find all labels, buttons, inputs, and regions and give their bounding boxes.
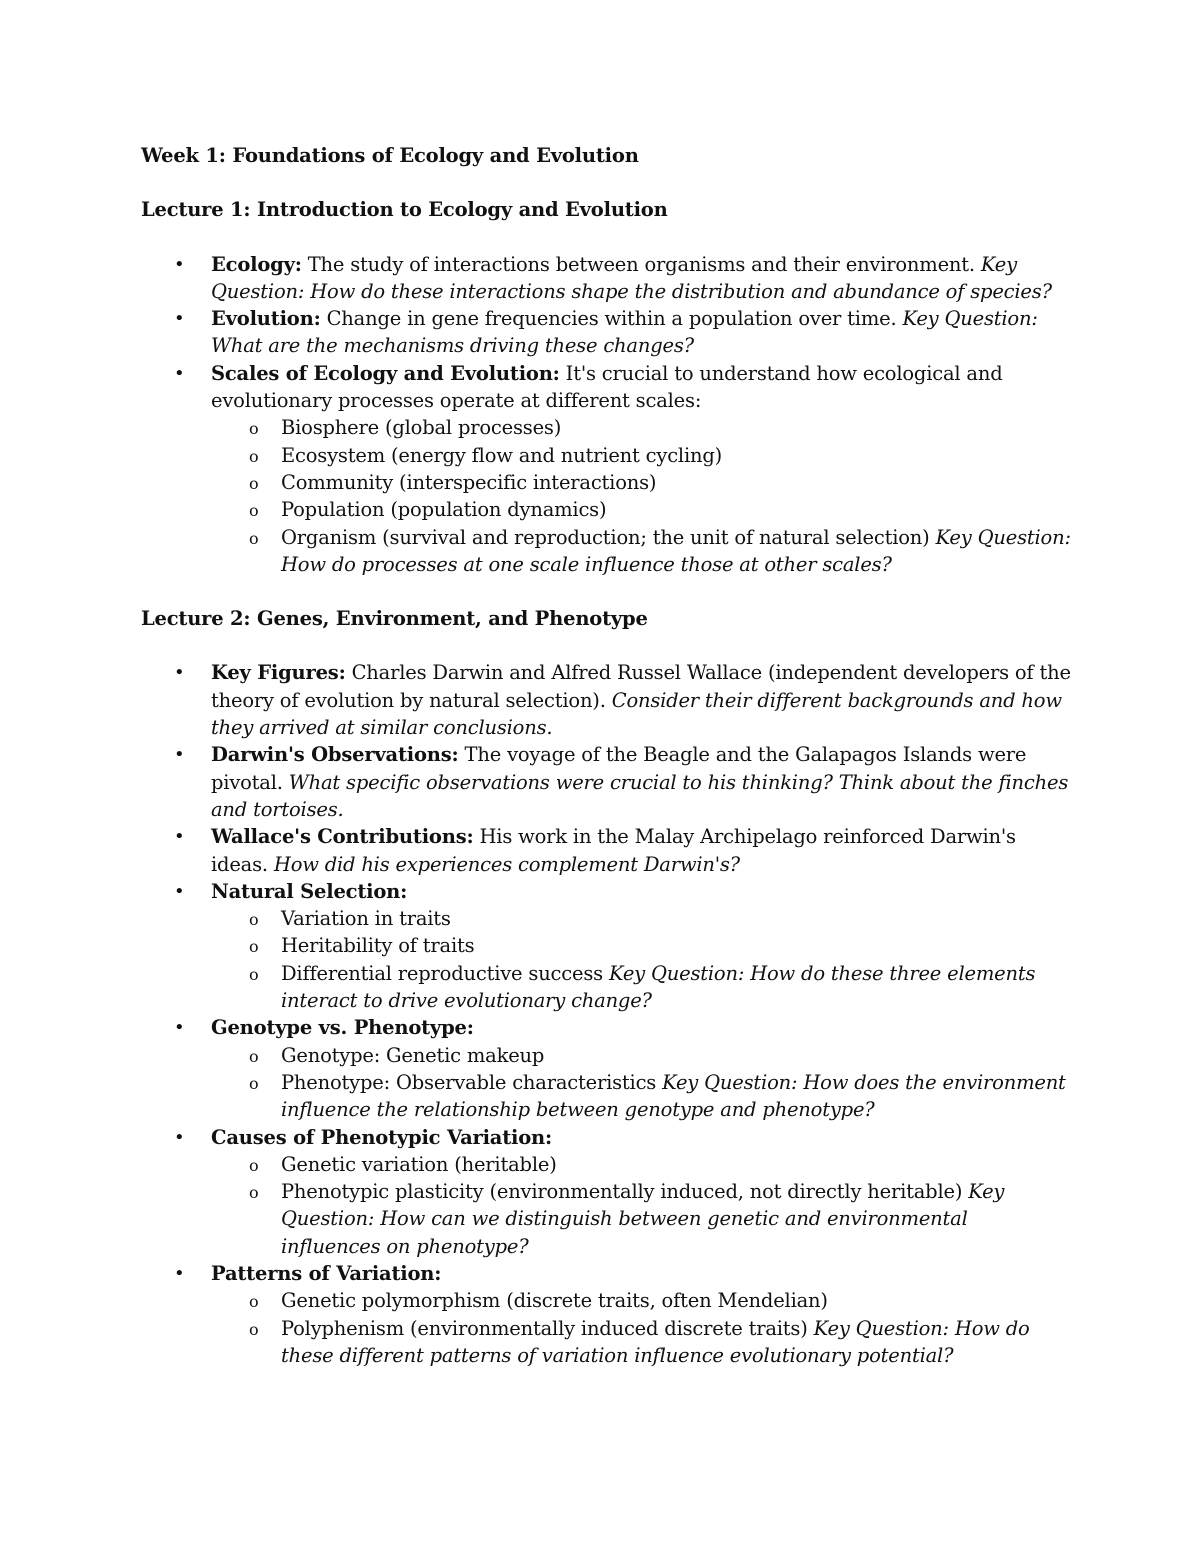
- bullet-marker: •: [174, 362, 185, 384]
- sub-item: [211, 1042, 1071, 1069]
- list-item: [141, 741, 1071, 823]
- sub-marker: o: [249, 446, 259, 466]
- sub-text: Phenotypic plasticity (environmentally induced, not directly heritable): [281, 1180, 969, 1204]
- sub-item: [211, 469, 1071, 496]
- list-item: [141, 823, 1071, 878]
- sub-text: Variation in traits: [281, 907, 451, 931]
- list-item: [141, 1124, 1071, 1260]
- lecture-1-list: [141, 251, 1071, 579]
- sub-marker: o: [249, 1319, 259, 1339]
- key-question: Consider their different backgrounds and how they arrived at similar conclusions.: [211, 688, 1062, 740]
- scales-sublist: [211, 414, 1071, 578]
- term: Darwin's Observations:: [211, 743, 459, 767]
- list-item: [141, 1014, 1071, 1123]
- document-content: [141, 142, 1071, 1396]
- sub-marker: o: [249, 1046, 259, 1066]
- sub-item: [211, 496, 1071, 523]
- sub-text: Polyphenism (environmentally induced discrete traits): [281, 1316, 814, 1340]
- sub-item: [211, 960, 1071, 1015]
- term: Wallace's Contributions:: [211, 825, 474, 849]
- sub-text: Genetic variation (heritable): [281, 1152, 557, 1176]
- bullet-marker: •: [174, 744, 185, 766]
- term: Scales of Ecology and Evolution:: [211, 361, 560, 385]
- bullet-marker: •: [174, 826, 185, 848]
- sub-text: Phenotype: Observable characteristics: [281, 1070, 663, 1094]
- sub-item: [211, 1287, 1071, 1314]
- bullet-marker: •: [174, 308, 185, 330]
- sub-marker: o: [249, 964, 259, 984]
- list-item: [141, 360, 1071, 578]
- bullet-marker: •: [174, 662, 185, 684]
- sub-marker: o: [249, 1073, 259, 1093]
- term: Evolution:: [211, 307, 321, 331]
- sub-item: [211, 524, 1071, 579]
- sub-item: [211, 1151, 1071, 1178]
- phenotypic-variation-sublist: [211, 1151, 1071, 1260]
- key-question: Key Question: How do processes at one scale influence those at other scales?: [281, 525, 1071, 576]
- key-question: How did his experiences complement Darwin's?: [273, 852, 740, 876]
- list-item: [141, 251, 1071, 306]
- sub-text: Ecosystem (energy flow and nutrient cycling): [281, 443, 723, 467]
- item-text: His work in the Malay Archipelago reinforced Darwin's ideas.: [211, 825, 1016, 876]
- term: Key Figures:: [211, 661, 346, 685]
- lecture-2-title: Lecture 2: Genes, Environment, and Phenotype: [141, 607, 648, 631]
- term: Genotype vs. Phenotype:: [211, 1016, 474, 1040]
- sub-text: Genotype: Genetic makeup: [281, 1043, 545, 1067]
- key-question: Key Question: How does the environment influence the relationship between genotype and phenotype?: [281, 1070, 1066, 1122]
- sub-item: [211, 1069, 1071, 1124]
- key-question: Key Question: How do these three elements interact to drive evolutionary change?: [281, 961, 1036, 1013]
- key-question: Key Question: How do these interactions shape the distribution and abundance of species?: [211, 252, 1052, 303]
- sub-item: [211, 932, 1071, 959]
- sub-marker: o: [249, 473, 259, 493]
- key-question: Key Question: What are the mechanisms driving these changes?: [211, 307, 1038, 358]
- bullet-marker: •: [174, 1017, 185, 1039]
- sub-item: [211, 1315, 1071, 1370]
- sub-marker: o: [249, 528, 259, 548]
- list-item: [141, 1260, 1071, 1369]
- item-text: It's crucial to understand how ecological and evolutionary processes operate at different scales:: [211, 361, 1003, 413]
- sub-item: [211, 905, 1071, 932]
- term: Natural Selection:: [211, 879, 408, 903]
- key-question: Key Question: How do these different patterns of variation influence evolutionary potential?: [281, 1316, 1030, 1367]
- term: Causes of Phenotypic Variation:: [211, 1125, 553, 1149]
- sub-marker: o: [249, 1292, 259, 1312]
- sub-text: Population (population dynamics): [281, 498, 607, 522]
- sub-marker: o: [249, 1183, 259, 1203]
- list-item: [141, 305, 1071, 360]
- sub-marker: o: [249, 910, 259, 930]
- sub-text: Biosphere (global processes): [281, 416, 562, 440]
- sub-item: [211, 1178, 1071, 1260]
- sub-text: Organism (survival and reproduction; the unit of natural selection): [281, 525, 936, 549]
- list-item: [141, 878, 1071, 1014]
- bullet-marker: •: [174, 1262, 185, 1284]
- natural-selection-sublist: [211, 905, 1071, 1014]
- sub-text: Community (interspecific interactions): [281, 470, 657, 494]
- term: Patterns of Variation:: [211, 1261, 442, 1285]
- item-text: The study of interactions between organisms and their environment.: [301, 252, 981, 276]
- key-question: Key Question: How can we distinguish between genetic and environmental influences on phenotype?: [281, 1180, 1005, 1258]
- term: Ecology:: [211, 252, 302, 276]
- bullet-marker: •: [174, 880, 185, 902]
- patterns-variation-sublist: [211, 1287, 1071, 1369]
- bullet-marker: •: [174, 253, 185, 275]
- item-text: The voyage of the Beagle and the Galapagos Islands were pivotal.: [211, 743, 1027, 794]
- sub-item: [211, 414, 1071, 441]
- sub-marker: o: [249, 501, 259, 521]
- list-item: [141, 659, 1071, 741]
- sub-marker: o: [249, 1155, 259, 1175]
- sub-text: Heritability of traits: [281, 934, 475, 958]
- lecture-2-list: [141, 659, 1071, 1369]
- sub-marker: o: [249, 419, 259, 439]
- genotype-phenotype-sublist: [211, 1042, 1071, 1124]
- bullet-marker: •: [174, 1126, 185, 1148]
- week-title: Week 1: Foundations of Ecology and Evolution: [141, 144, 639, 167]
- item-text: Change in gene frequencies within a population over time.: [320, 307, 903, 331]
- sub-text: Differential reproductive success: [281, 961, 609, 985]
- sub-item: [211, 442, 1071, 469]
- item-text: Charles Darwin and Alfred Russel Wallace (independent developers of the theory of evolution by natural selection).: [211, 661, 1071, 712]
- sub-text: Genetic polymorphism (discrete traits, often Mendelian): [281, 1289, 828, 1313]
- lecture-1-title: Lecture 1: Introduction to Ecology and Evolution: [141, 198, 668, 222]
- sub-marker: o: [249, 937, 259, 957]
- key-question: What specific observations were crucial to his thinking? Think about the finches and tortoises.: [211, 770, 1069, 821]
